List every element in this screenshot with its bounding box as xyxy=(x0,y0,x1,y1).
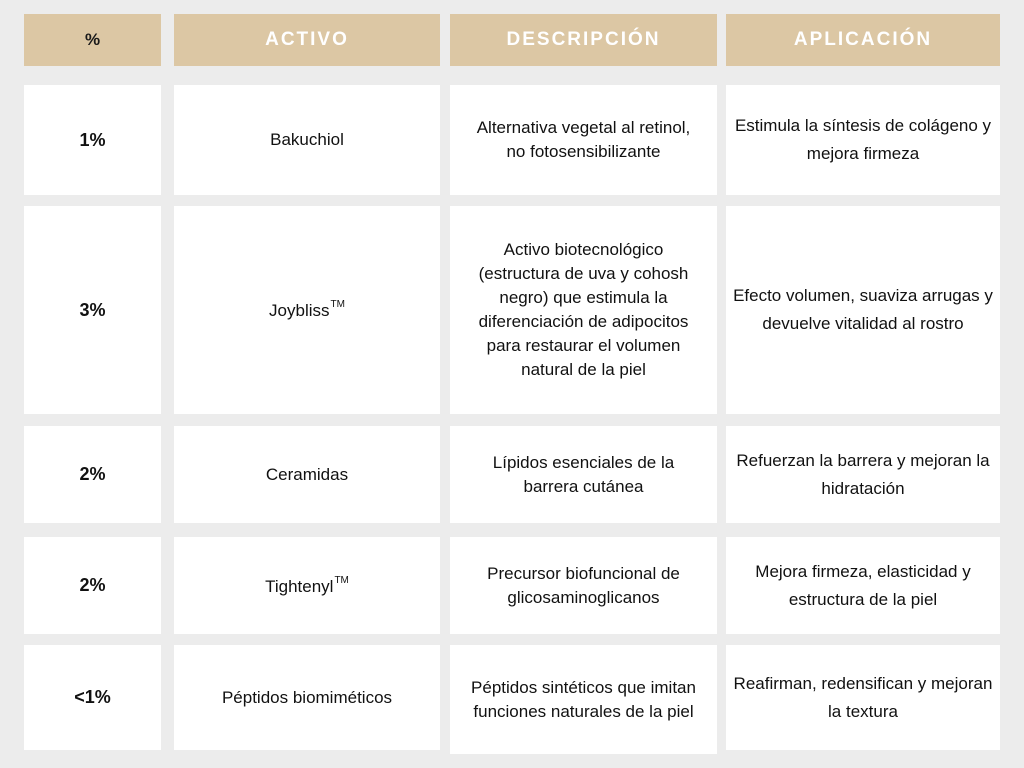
header-percent-label: % xyxy=(84,30,101,49)
table-row-4-activo xyxy=(174,537,440,634)
descripcion-text: Péptidos sintéticos que imitan funciones naturales de la piel xyxy=(471,677,696,721)
header-activo xyxy=(174,14,440,66)
activo-name: Tightenyl™ xyxy=(265,574,349,596)
table-row-4-aplicacion xyxy=(726,537,1000,634)
descripcion-text: Activo biotecnológico (estructura de uva y cohosh negro) que estimula la diferenciación de adipocitos para restaurar el volumen natural de la piel xyxy=(478,240,689,379)
descripcion-text: Lípidos esenciales de la barrera cutánea xyxy=(492,452,675,496)
table-row-4-percent xyxy=(24,537,161,634)
table-row-1-percent xyxy=(24,85,161,195)
aplicacion-text: Refuerzan la barrera y mejoran la hidratación xyxy=(736,450,990,498)
activo-name: Ceramidas xyxy=(265,464,349,484)
table-row-3-percent xyxy=(24,426,161,523)
activo-name: Péptidos biomiméticos xyxy=(221,687,393,707)
trademark-mark: TM xyxy=(330,299,345,310)
header-aplicacion-label: APLICACIÓN xyxy=(793,29,933,50)
trademark-mark: TM xyxy=(334,574,349,586)
percent-value: 2% xyxy=(79,464,106,484)
header-descripcion xyxy=(450,14,717,66)
percent-value: <1% xyxy=(74,687,111,707)
table-row-1-aplicacion xyxy=(726,85,1000,195)
table-row-2-aplicacion xyxy=(726,206,1000,414)
percent-value: 2% xyxy=(79,575,106,595)
activo-name: Bakuchiol xyxy=(270,130,344,149)
aplicacion-text: Estimula la síntesis de colágeno y mejora firmeza xyxy=(734,116,992,163)
table-row-1-activo xyxy=(174,85,440,195)
descripcion-text: Alternativa vegetal al retinol, no fotosensibilizante xyxy=(476,118,691,161)
table-row-3-descripcion xyxy=(450,426,717,523)
header-descripcion-label: DESCRIPCIÓN xyxy=(506,29,661,50)
table-row-1-descripcion xyxy=(450,85,717,195)
table-row-5-descripcion xyxy=(450,645,717,754)
percent-value: 3% xyxy=(79,299,106,320)
table-row-3-aplicacion xyxy=(726,426,1000,523)
header-aplicacion xyxy=(726,14,1000,66)
table-row-5-percent xyxy=(24,645,161,750)
table-row-2-percent xyxy=(24,206,161,414)
header-percent xyxy=(24,14,161,66)
descripcion-text: Precursor biofuncional de glicosaminoglicanos xyxy=(487,563,680,607)
aplicacion-text: Efecto volumen, suaviza arrugas y devuelve vitalidad al rostro xyxy=(733,286,993,333)
table-row-2-descripcion xyxy=(450,206,717,414)
table-row-2-activo xyxy=(174,206,440,414)
aplicacion-text: Reafirman, redensifican y mejoran la textura xyxy=(733,673,993,721)
table-row-5-aplicacion xyxy=(726,645,1000,750)
aplicacion-text: Mejora firmeza, elasticidad y estructura de la piel xyxy=(755,561,971,609)
header-activo-label: ACTIVO xyxy=(265,29,349,50)
table-row-3-activo xyxy=(174,426,440,523)
table-row-5-activo xyxy=(174,645,440,750)
percent-value: 1% xyxy=(79,129,106,150)
table-row-4-descripcion xyxy=(450,537,717,634)
activo-name: Joybliss™ xyxy=(269,299,345,320)
